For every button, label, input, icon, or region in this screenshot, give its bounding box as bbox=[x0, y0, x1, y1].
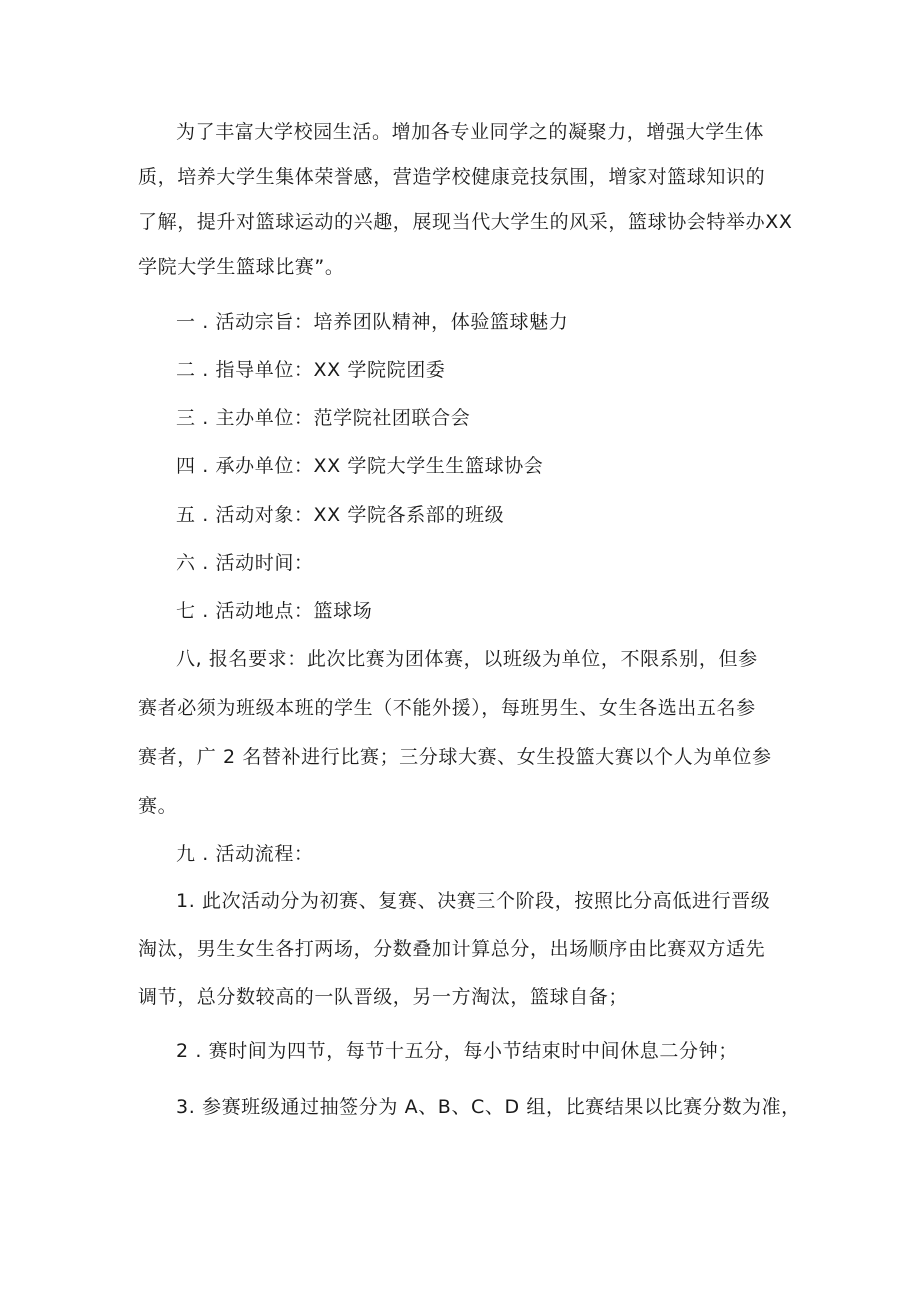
item-host: 三 . 主办单位：范学院社团联合会 bbox=[176, 407, 471, 429]
signup-line: 八, 报名要求：此次比赛为团体赛，以班级为单位，不限系别，但参 bbox=[176, 648, 758, 670]
item-organizer: 四 . 承办单位：XX 学院大学生生篮球协会 bbox=[176, 455, 544, 477]
process-line: 调节，总分数较高的一队晋级，另一方淘汰，篮球自备； bbox=[138, 986, 629, 1008]
signup-line: 赛者必须为班级本班的学生（不能外援），每班男生、女生各选出五名参 bbox=[138, 697, 756, 719]
signup-paragraph bbox=[138, 635, 788, 831]
item-purpose: 一 . 活动宗旨：培养团队精神，体验篮球魅力 bbox=[176, 311, 569, 333]
process-step-2: 2 . 赛时间为四节，每节十五分，每小节结束时中间休息二分钟； bbox=[176, 1040, 738, 1062]
item-place: 七 . 活动地点：篮球场 bbox=[176, 600, 373, 622]
intro-paragraph bbox=[138, 116, 793, 284]
process-line: 1. 此次活动分为初赛、复赛、决赛三个阶段，按照比分高低进行晋级 bbox=[176, 890, 771, 912]
process-step-1 bbox=[138, 877, 788, 1021]
item-guide: 二 . 指导单位：XX 学院院团委 bbox=[176, 359, 446, 381]
process-line: 淘汰，男生女生各打两场，分数叠加计算总分，出场顺序由比赛双方适先 bbox=[138, 938, 766, 960]
signup-line: 赛。 bbox=[138, 795, 178, 817]
item-target: 五 . 活动对象：XX 学院各系部的班级 bbox=[176, 504, 505, 526]
intro-line: 学院大学生篮球比赛”。 bbox=[138, 256, 345, 278]
intro-line: 为了丰富大学校园生活。增加各专业同学之的凝聚力，增强大学生体 bbox=[176, 121, 765, 143]
item-time: 六 . 活动时间： bbox=[176, 552, 314, 574]
intro-line: 了解，提升对篮球运动的兴趣，展现当代大学生的风采，篮球协会特举办XX bbox=[138, 211, 793, 233]
signup-line: 赛者，广 2 名替补进行比赛；三分球大赛、女生投篮大赛以个人为单位参 bbox=[138, 746, 772, 768]
process-step-3: 3. 参赛班级通过抽签分为 A、B、C、D 组，比赛结果以比赛分数为准， bbox=[176, 1096, 801, 1118]
process-title: 九 . 活动流程： bbox=[176, 843, 314, 865]
intro-line: 质，培养大学生集体荣誉感，营造学校健康竞技氛围，增家对篮球知识的 bbox=[138, 166, 766, 188]
